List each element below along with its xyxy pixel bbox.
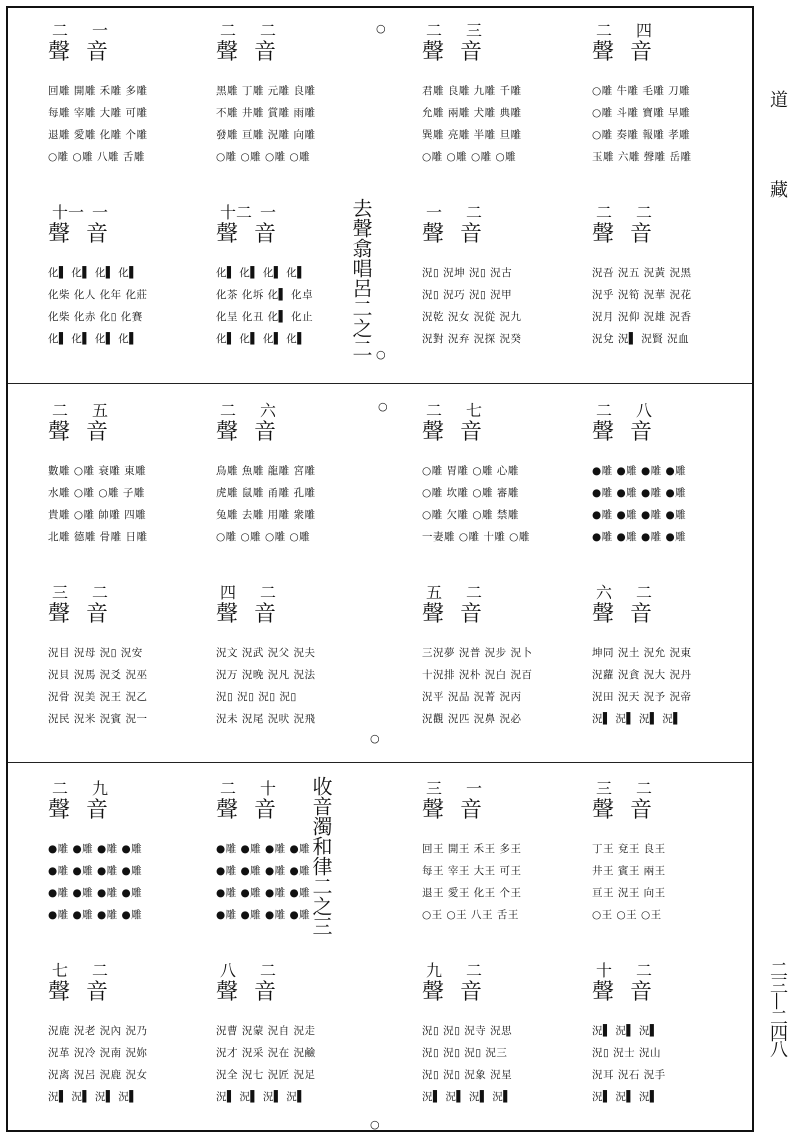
- rhyme-row: 況吾 況五 況黃 況黑: [592, 267, 692, 279]
- rhyme-row: 況▯ 況士 況山: [592, 1047, 661, 1059]
- rhyme-row: ○雕 牛雕 毛雕 刀雕: [592, 85, 691, 97]
- rhyme-row: ●雕 ●雕 ●雕 ●雕: [592, 465, 687, 477]
- block-sound-number: 二: [426, 401, 443, 420]
- block-heading: [216, 776, 326, 824]
- rhyme-row: ●雕 ●雕 ●雕 ●雕: [592, 487, 687, 499]
- block-sound-number: 一: [426, 203, 443, 222]
- rhyme-block: [48, 200, 198, 380]
- rhyme-row: 貴雕 ○雕 帥雕 四雕: [48, 509, 147, 521]
- rhyme-row: 發雕 亘雕 況雕 向雕: [216, 129, 316, 141]
- rhyme-block: [592, 580, 742, 760]
- block-label-yin: 音: [254, 980, 277, 1005]
- block-label-yin: 音: [460, 980, 483, 1005]
- block-label-yin: 音: [254, 798, 277, 823]
- rhyme-block: [592, 200, 742, 380]
- rhyme-row: ○雕 欠雕 ○雕 禁雕: [422, 509, 519, 521]
- block-heading: [48, 580, 158, 628]
- block-label-yin: 音: [630, 798, 653, 823]
- block-sound-number: 四: [220, 583, 237, 602]
- block-sound-number: 二: [220, 401, 237, 420]
- block-sound-number: 二: [52, 779, 69, 798]
- rhyme-row: ●雕 ●雕 ●雕 ●雕: [216, 909, 311, 921]
- block-sound-number: 十一: [52, 203, 85, 222]
- block-sound-number: 二: [596, 401, 613, 420]
- rhyme-row: 君雕 良雕 九雕 千雕: [422, 85, 522, 97]
- rhyme-row: 化▌ 化▌ 化▌ 化▌: [216, 333, 306, 345]
- block-label-yin: 音: [630, 40, 653, 65]
- rhyme-row: 況全 況七 況匠 況足: [216, 1069, 316, 1081]
- rhyme-block: [48, 958, 198, 1138]
- rhyme-row: ●雕 ●雕 ●雕 ●雕: [216, 887, 311, 899]
- rhyme-block: [422, 18, 572, 198]
- block-sound-number: 二: [220, 21, 237, 40]
- rhyme-row: 退王 愛王 化王 个王: [422, 887, 522, 899]
- block-sound-number: 二: [596, 21, 613, 40]
- rhyme-row: 數雕 ○雕 衰雕 東雕: [48, 465, 147, 477]
- block-tone-number: 五: [92, 401, 109, 420]
- block-heading: [216, 18, 326, 66]
- block-tone-number: 二: [636, 779, 653, 798]
- block-rows: [48, 838, 198, 926]
- circle-mark: ○: [370, 732, 380, 745]
- block-label-sheng: 聲: [48, 602, 71, 627]
- rhyme-block: [422, 580, 572, 760]
- section-divider: [8, 383, 752, 384]
- rhyme-row: 退雕 愛雕 化雕 个雕: [48, 129, 148, 141]
- rhyme-block: [48, 398, 198, 578]
- block-tone-number: 六: [260, 401, 277, 420]
- block-rows: [592, 642, 742, 730]
- block-label-sheng: 聲: [216, 420, 239, 445]
- block-tone-number: 一: [466, 779, 483, 798]
- block-rows: [48, 80, 198, 168]
- rhyme-row: ●雕 ●雕 ●雕 ●雕: [216, 843, 311, 855]
- rhyme-row: 況▯ 況巧 況▯ 況甲: [422, 289, 513, 301]
- block-heading: [592, 580, 702, 628]
- block-label-yin: 音: [86, 798, 109, 823]
- block-rows: [216, 838, 366, 926]
- rhyme-row: 化柴 化赤 化▯ 化賽: [48, 311, 143, 323]
- rhyme-row: 況耳 況石 況手: [592, 1069, 666, 1081]
- block-label-sheng: 聲: [592, 602, 615, 627]
- block-rows: [216, 262, 366, 350]
- section-title: 去聲翕唱呂二之二: [349, 198, 373, 358]
- block-rows: [422, 80, 572, 168]
- block-label-sheng: 聲: [48, 222, 71, 247]
- rhyme-block: [48, 580, 198, 760]
- rhyme-block: [422, 958, 572, 1138]
- block-sound-number: 五: [426, 583, 443, 602]
- rhyme-row: 況▯ 況▯ 況▯ 況三: [422, 1047, 508, 1059]
- block-label-sheng: 聲: [592, 222, 615, 247]
- block-label-yin: 音: [86, 420, 109, 445]
- block-label-yin: 音: [86, 980, 109, 1005]
- block-tone-number: 二: [636, 203, 653, 222]
- rhyme-row: 虎雕 鼠雕 甬雕 孔雕: [216, 487, 316, 499]
- block-sound-number: 二: [220, 779, 237, 798]
- rhyme-row: 回雕 開雕 禾雕 多雕: [48, 85, 148, 97]
- block-label-sheng: 聲: [216, 798, 239, 823]
- block-label-sheng: 聲: [48, 40, 71, 65]
- rhyme-block: [592, 18, 742, 198]
- block-rows: [592, 838, 742, 926]
- rhyme-row: 鳥雕 魚雕 龍雕 宮雕: [216, 465, 316, 477]
- circle-mark: ○: [376, 348, 386, 361]
- block-heading: [592, 200, 702, 248]
- block-label-yin: 音: [86, 40, 109, 65]
- block-sound-number: 三: [426, 779, 443, 798]
- rhyme-row: 況兌 況▌ 況賢 況血: [592, 333, 690, 345]
- rhyme-row: 化柴 化人 化年 化莊: [48, 289, 148, 301]
- block-tone-number: 十: [260, 779, 277, 798]
- rhyme-row: 況目 況母 況▯ 況安: [48, 647, 143, 659]
- rhyme-block: [592, 398, 742, 578]
- block-rows: [592, 262, 742, 350]
- sidebar-book: 道: [767, 90, 788, 108]
- block-label-yin: 音: [254, 40, 277, 65]
- block-label-yin: 音: [630, 222, 653, 247]
- block-label-yin: 音: [86, 222, 109, 247]
- block-rows: [48, 1020, 198, 1108]
- rhyme-row: 況▌ 況▌ 況▌ 況▌: [216, 1091, 306, 1103]
- rhyme-row: 化茶 化坼 化▌ 化卓: [216, 289, 314, 301]
- rhyme-row: ●雕 ●雕 ●雕 ●雕: [48, 865, 143, 877]
- block-heading: [48, 958, 158, 1006]
- rhyme-block: [216, 580, 366, 760]
- rhyme-row: 十況排 況朴 況白 況百: [422, 669, 533, 681]
- rhyme-row: 況鹿 況老 況內 況乃: [48, 1025, 148, 1037]
- rhyme-row: ●雕 ●雕 ●雕 ●雕: [48, 887, 143, 899]
- rhyme-row: 況▯ 況▯ 況寺 況思: [422, 1025, 513, 1037]
- rhyme-row: ○王 ○王 ○王: [592, 909, 662, 921]
- rhyme-row: ○雕 ○雕 ○雕 ○雕: [216, 151, 311, 163]
- rhyme-row: 黑雕 丁雕 元雕 良雕: [216, 85, 316, 97]
- block-rows: [592, 460, 742, 548]
- rhyme-row: 北雕 德雕 骨雕 日雕: [48, 531, 148, 543]
- block-sound-number: 九: [426, 961, 443, 980]
- block-tone-number: 二: [260, 961, 277, 980]
- circle-mark: ○: [370, 1118, 380, 1131]
- rhyme-row: 玉雕 六雕 聲雕 岳雕: [592, 151, 692, 163]
- block-sound-number: 三: [52, 583, 69, 602]
- block-tone-number: 八: [636, 401, 653, 420]
- block-heading: [422, 958, 532, 1006]
- block-label-sheng: 聲: [592, 40, 615, 65]
- rhyme-row: ○雕 坎雕 ○雕 審雕: [422, 487, 519, 499]
- block-label-yin: 音: [460, 40, 483, 65]
- block-tone-number: 一: [92, 21, 109, 40]
- block-tone-number: 一: [92, 203, 109, 222]
- block-tone-number: 二: [260, 583, 277, 602]
- rhyme-row: 化▌ 化▌ 化▌ 化▌: [48, 333, 138, 345]
- block-tone-number: 二: [260, 21, 277, 40]
- sidebar-collection: 藏: [767, 180, 788, 198]
- sidebar-page-number: 二三—二四八: [767, 960, 788, 1056]
- rhyme-row: 況民 況米 況賓 況一: [48, 713, 148, 725]
- block-heading: [48, 776, 158, 824]
- block-sound-number: 七: [52, 961, 69, 980]
- block-tone-number: 二: [636, 961, 653, 980]
- rhyme-row: 況貝 況馬 況爻 況巫: [48, 669, 148, 681]
- rhyme-block: [48, 776, 198, 956]
- rhyme-block: [422, 776, 572, 956]
- block-heading: [422, 776, 532, 824]
- block-label-sheng: 聲: [592, 798, 615, 823]
- section-divider: [8, 762, 752, 763]
- block-label-sheng: 聲: [216, 980, 239, 1005]
- block-sound-number: 二: [426, 21, 443, 40]
- block-label-sheng: 聲: [216, 40, 239, 65]
- block-label-sheng: 聲: [592, 420, 615, 445]
- block-label-sheng: 聲: [422, 602, 445, 627]
- block-label-yin: 音: [460, 602, 483, 627]
- block-heading: [592, 776, 702, 824]
- rhyme-row: 況革 況冷 況南 況妳: [48, 1047, 148, 1059]
- rhyme-block: [216, 776, 366, 956]
- rhyme-row: ○雕 奏雕 報雕 孝雕: [592, 129, 691, 141]
- block-heading: [592, 398, 702, 446]
- block-tone-number: 七: [466, 401, 483, 420]
- block-rows: [216, 1020, 366, 1108]
- rhyme-row: 況蘿 況貪 況大 況丹: [592, 669, 692, 681]
- section-title: 收音濁和律二之三: [309, 776, 333, 936]
- block-rows: [48, 262, 198, 350]
- rhyme-row: ○雕 ○雕 ○雕 ○雕: [216, 531, 311, 543]
- rhyme-block: [592, 958, 742, 1138]
- block-rows: [422, 1020, 572, 1108]
- block-heading: [216, 580, 326, 628]
- block-tone-number: 二: [636, 583, 653, 602]
- rhyme-row: 允雕 兩雕 犬雕 典雕: [422, 107, 522, 119]
- block-sound-number: 二: [52, 401, 69, 420]
- block-heading: [216, 398, 326, 446]
- block-tone-number: 二: [92, 961, 109, 980]
- rhyme-row: 況▌ 況▌ 況▌: [592, 1091, 659, 1103]
- block-heading: [48, 200, 158, 248]
- rhyme-row: ○雕 斗雕 寶雕 早雕: [592, 107, 691, 119]
- block-label-yin: 音: [630, 980, 653, 1005]
- block-rows: [592, 80, 742, 168]
- rhyme-row: 況乾 況女 況從 況九: [422, 311, 522, 323]
- block-rows: [422, 838, 572, 926]
- block-tone-number: 二: [92, 583, 109, 602]
- rhyme-row: 況乎 況筍 況華 況花: [592, 289, 692, 301]
- block-rows: [48, 460, 198, 548]
- rhyme-row: 況曹 況蒙 況自 況走: [216, 1025, 316, 1037]
- rhyme-row: 化▌ 化▌ 化▌ 化▌: [216, 267, 306, 279]
- rhyme-row: ○雕 ○雕 ○雕 ○雕: [422, 151, 517, 163]
- block-label-sheng: 聲: [48, 420, 71, 445]
- rhyme-row: 況▯ 況坤 況▯ 況古: [422, 267, 513, 279]
- rhyme-row: 丁王 兗王 良王: [592, 843, 666, 855]
- block-label-sheng: 聲: [422, 798, 445, 823]
- rhyme-row: 三況夢 況普 況步 況卜: [422, 647, 533, 659]
- rhyme-row: ●雕 ●雕 ●雕 ●雕: [216, 865, 311, 877]
- block-heading: [422, 580, 532, 628]
- rhyme-block: [216, 398, 366, 578]
- block-rows: [422, 460, 572, 548]
- rhyme-block: [592, 776, 742, 956]
- rhyme-row: 兔雕 去雕 用雕 衆雕: [216, 509, 316, 521]
- block-heading: [592, 18, 702, 66]
- block-tone-number: 四: [636, 21, 653, 40]
- circle-mark: ○: [378, 400, 388, 413]
- block-label-yin: 音: [630, 602, 653, 627]
- rhyme-row: 況▌ 況▌ 況▌ 況▌: [592, 713, 682, 725]
- block-label-sheng: 聲: [422, 222, 445, 247]
- rhyme-row: 況未 況尾 況吠 況飛: [216, 713, 316, 725]
- rhyme-row: 井王 賓王 兩王: [592, 865, 666, 877]
- rhyme-row: 亘王 況王 向王: [592, 887, 666, 899]
- block-heading: [216, 958, 326, 1006]
- rhyme-row: 不雕 井雕 賞雕 雨雕: [216, 107, 316, 119]
- rhyme-row: 回王 開王 禾王 多王: [422, 843, 522, 855]
- block-label-yin: 音: [254, 602, 277, 627]
- block-rows: [592, 1020, 742, 1108]
- rhyme-row: 每王 宰王 大王 可王: [422, 865, 522, 877]
- block-heading: [422, 200, 532, 248]
- rhyme-row: ○雕 ○雕 八雕 舌雕: [48, 151, 145, 163]
- rhyme-row: 況骨 況美 況王 況乙: [48, 691, 148, 703]
- block-tone-number: 九: [92, 779, 109, 798]
- rhyme-row: 巽雕 亮雕 半雕 旦雕: [422, 129, 522, 141]
- rhyme-row: 每雕 宰雕 大雕 可雕: [48, 107, 148, 119]
- rhyme-row: 化呈 化丑 化▌ 化止: [216, 311, 314, 323]
- block-rows: [422, 262, 572, 350]
- rhyme-row: 況▌ 況▌ 況▌: [592, 1025, 659, 1037]
- rhyme-row: ●雕 ●雕 ●雕 ●雕: [592, 509, 687, 521]
- rhyme-row: 水雕 ○雕 ○雕 子雕: [48, 487, 145, 499]
- rhyme-row: 況离 況呂 況鹿 況女: [48, 1069, 148, 1081]
- block-label-yin: 音: [460, 798, 483, 823]
- block-label-sheng: 聲: [422, 980, 445, 1005]
- rhyme-row: ●雕 ●雕 ●雕 ●雕: [592, 531, 687, 543]
- rhyme-row: 況平 況品 況菁 況丙: [422, 691, 522, 703]
- block-rows: [216, 460, 366, 548]
- block-sound-number: 十二: [220, 203, 253, 222]
- block-sound-number: 十: [596, 961, 613, 980]
- rhyme-block: [216, 958, 366, 1138]
- block-heading: [422, 18, 532, 66]
- rhyme-row: 況觀 況匹 況鼻 況必: [422, 713, 522, 725]
- block-rows: [216, 642, 366, 730]
- block-sound-number: 六: [596, 583, 613, 602]
- block-sound-number: 二: [52, 21, 69, 40]
- rhyme-block: [216, 200, 366, 380]
- rhyme-row: 況對 況弃 況探 況癸: [422, 333, 522, 345]
- block-tone-number: 二: [466, 583, 483, 602]
- block-tone-number: 二: [466, 203, 483, 222]
- block-label-sheng: 聲: [48, 798, 71, 823]
- rhyme-row: 況▯ 況▯ 況象 況星: [422, 1069, 513, 1081]
- block-tone-number: 一: [260, 203, 277, 222]
- block-label-yin: 音: [460, 222, 483, 247]
- rhyme-row: 況▯ 況▯ 況▯ 況▯: [216, 691, 297, 703]
- rhyme-block: [216, 18, 366, 198]
- rhyme-row: 況▌ 況▌ 況▌ 況▌: [48, 1091, 138, 1103]
- rhyme-row: ●雕 ●雕 ●雕 ●雕: [48, 843, 143, 855]
- rhyme-block: [422, 200, 572, 380]
- block-label-sheng: 聲: [48, 980, 71, 1005]
- block-label-yin: 音: [630, 420, 653, 445]
- block-sound-number: 三: [596, 779, 613, 798]
- block-sound-number: 八: [220, 961, 237, 980]
- rhyme-row: ○雕 胃雕 ○雕 心雕: [422, 465, 519, 477]
- rhyme-row: 況万 況晚 況凡 況法: [216, 669, 316, 681]
- rhyme-block: [422, 398, 572, 578]
- rhyme-row: 況月 況仰 況雄 況香: [592, 311, 692, 323]
- block-sound-number: 二: [596, 203, 613, 222]
- rhyme-row: 況▌ 況▌ 況▌ 況▌: [422, 1091, 512, 1103]
- block-label-sheng: 聲: [216, 222, 239, 247]
- rhyme-row: 一妻雕 ○雕 十雕 ○雕: [422, 531, 530, 543]
- block-heading: [216, 200, 326, 248]
- rhyme-row: ●雕 ●雕 ●雕 ●雕: [48, 909, 143, 921]
- block-label-sheng: 聲: [422, 420, 445, 445]
- block-heading: [48, 398, 158, 446]
- block-heading: [48, 18, 158, 66]
- rhyme-row: 況文 況武 況父 況夫: [216, 647, 316, 659]
- circle-mark: ○: [376, 22, 386, 35]
- block-rows: [48, 642, 198, 730]
- block-heading: [592, 958, 702, 1006]
- block-label-sheng: 聲: [216, 602, 239, 627]
- block-tone-number: 二: [466, 961, 483, 980]
- block-label-yin: 音: [254, 222, 277, 247]
- block-heading: [422, 398, 532, 446]
- block-label-yin: 音: [254, 420, 277, 445]
- rhyme-row: 況田 況天 況予 況帝: [592, 691, 692, 703]
- block-tone-number: 三: [466, 21, 483, 40]
- rhyme-row: 化▌ 化▌ 化▌ 化▌: [48, 267, 138, 279]
- block-label-yin: 音: [460, 420, 483, 445]
- rhyme-row: 坤同 況土 況允 況東: [592, 647, 692, 659]
- block-label-sheng: 聲: [422, 40, 445, 65]
- block-label-yin: 音: [86, 602, 109, 627]
- rhyme-row: 況才 況采 況在 況鹼: [216, 1047, 316, 1059]
- rhyme-row: ○王 ○王 八王 舌王: [422, 909, 519, 921]
- block-rows: [422, 642, 572, 730]
- block-rows: [216, 80, 366, 168]
- block-label-sheng: 聲: [592, 980, 615, 1005]
- rhyme-block: [48, 18, 198, 198]
